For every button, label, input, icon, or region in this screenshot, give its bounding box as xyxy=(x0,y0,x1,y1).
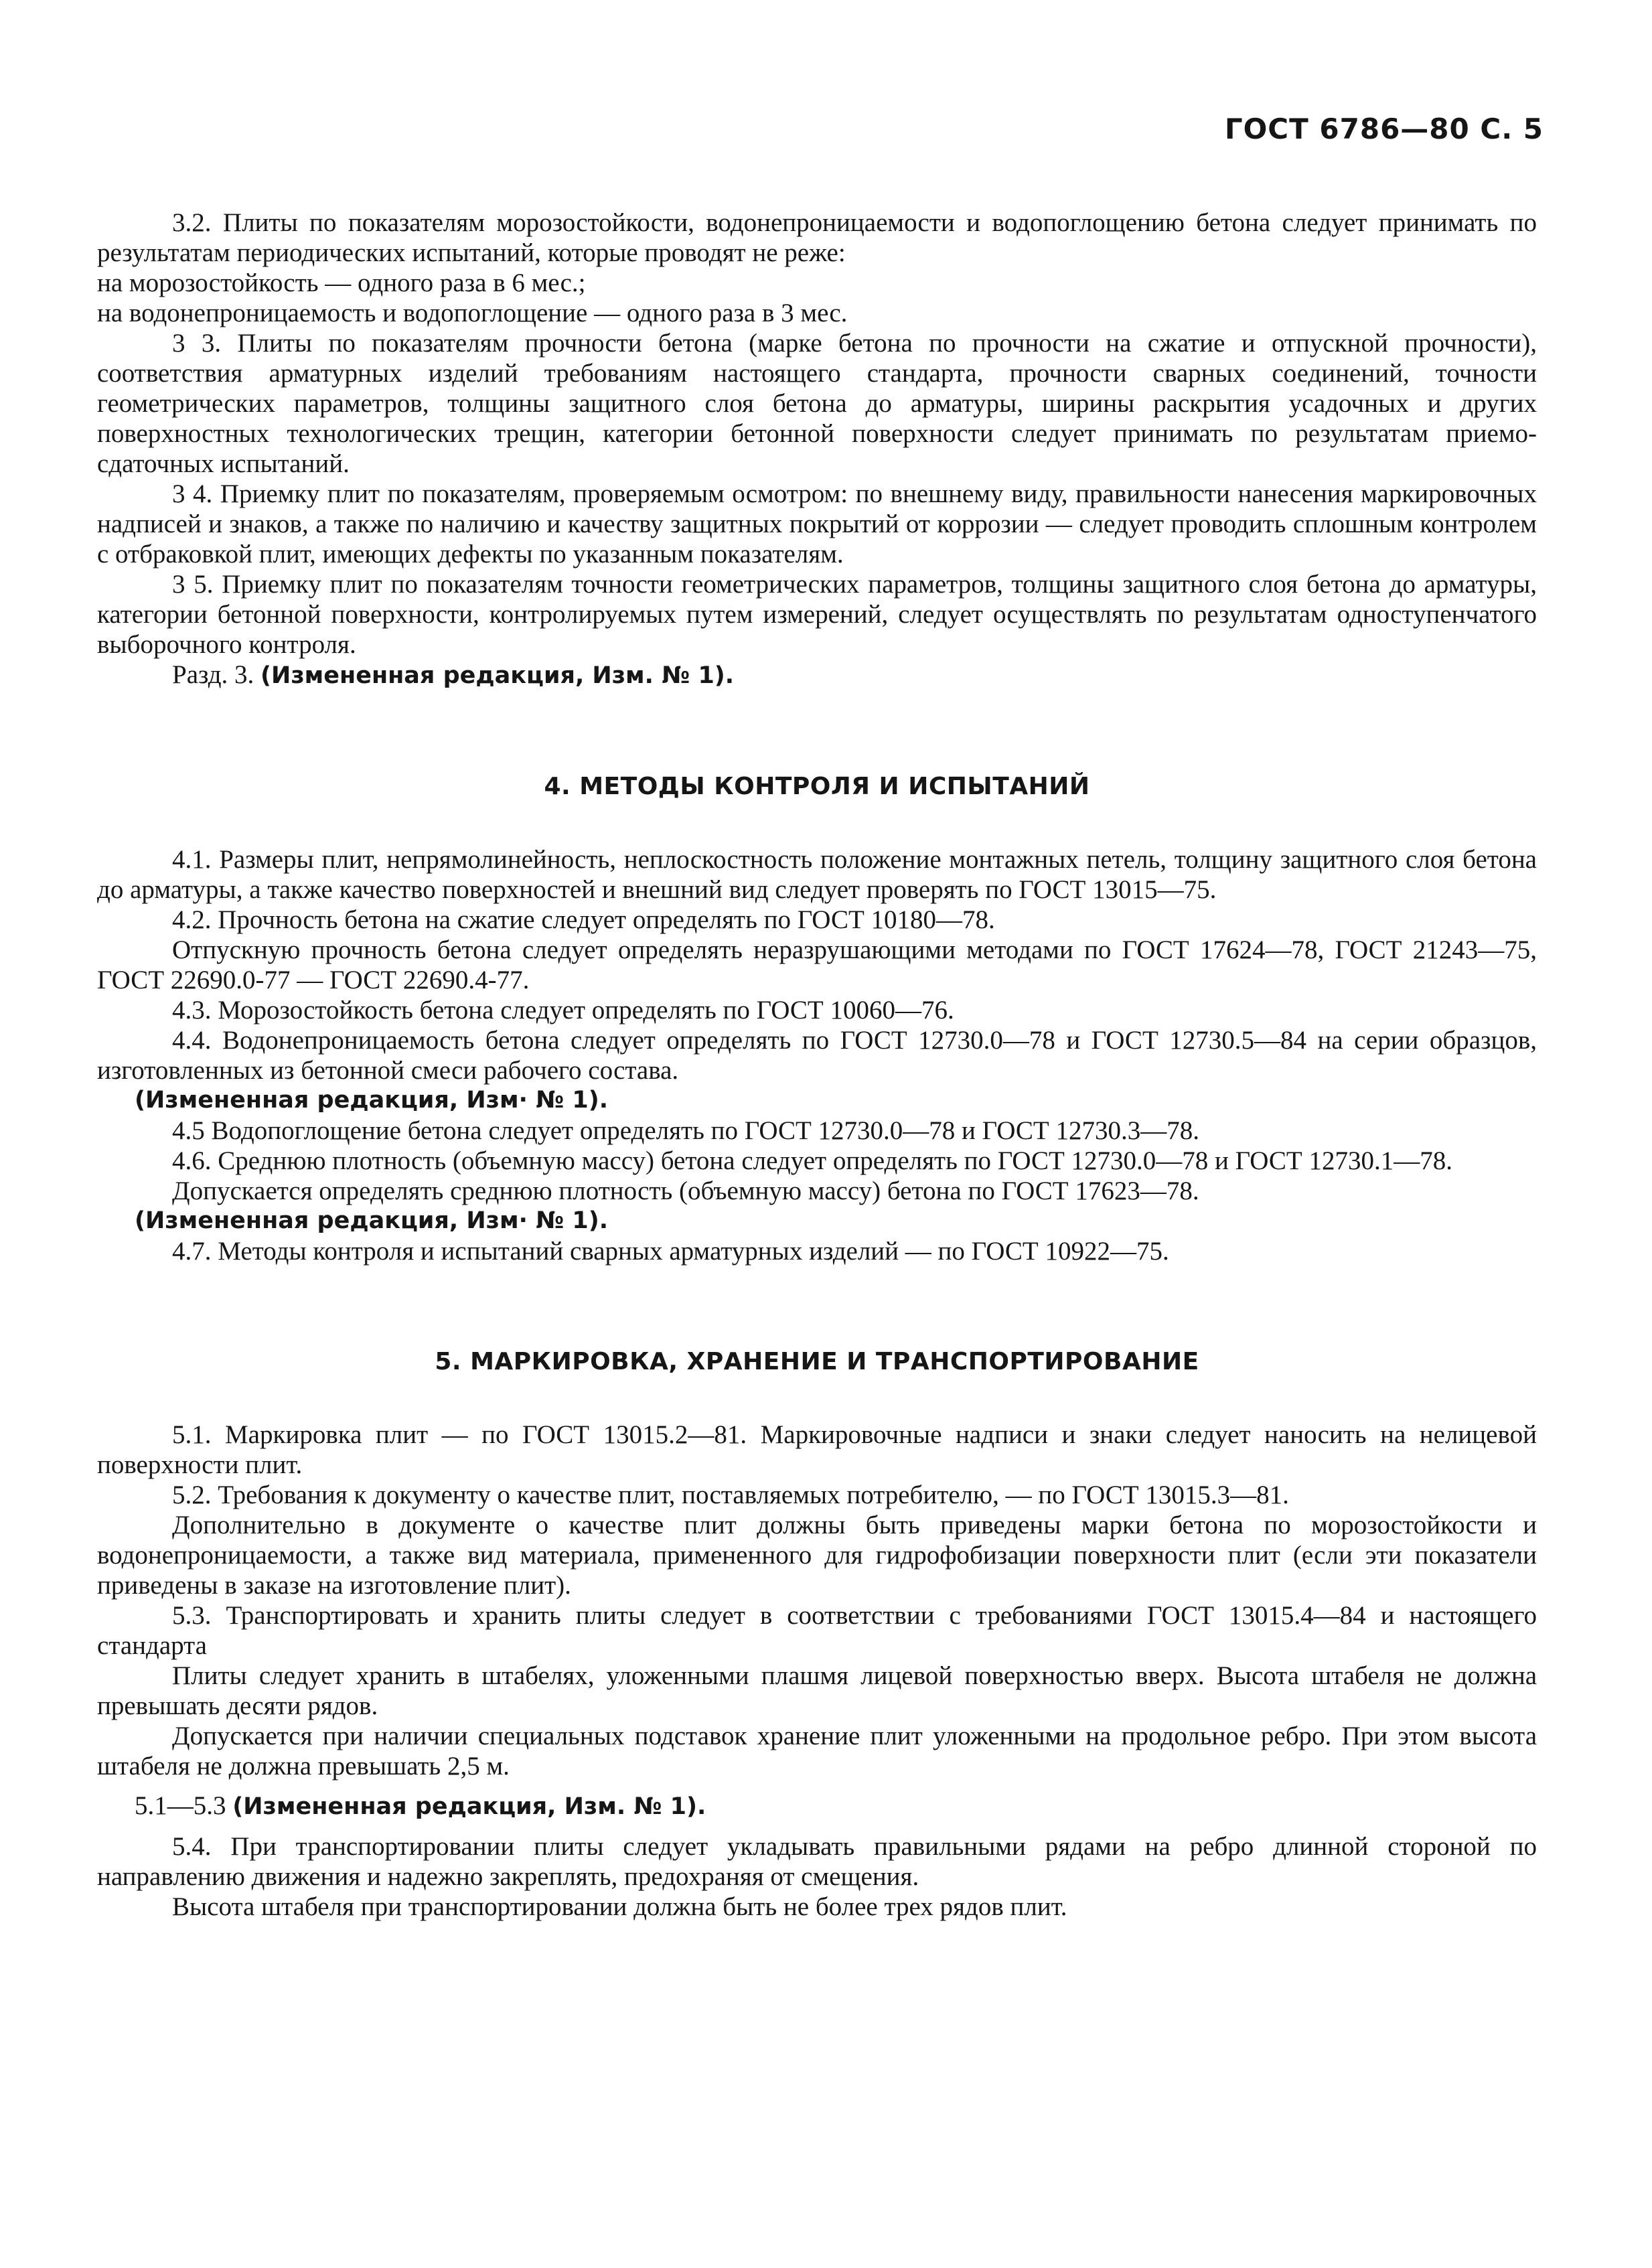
paragraph-5-2-extra: Дополнительно в документе о качестве плит должны быть приведены марки бетона по морозостойкости и водонепроницаемости, а также вид материала, примененного для гидрофобизации поверхности плит (если эти показатели приведены в заказе на изготовление плит). xyxy=(97,1511,1537,1600)
amendment-prefix: 5.1—5.3 xyxy=(135,1791,233,1820)
paragraph-4-5: 4.5 Водопоглощение бетона следует определять по ГОСТ 12730.0—78 и ГОСТ 12730.3—78. xyxy=(172,1116,1199,1145)
paragraph-5-4: 5.4. При транспортировании плиты следует укладывать правильными рядами на ребро длинной стороной по направлению движения и надежно закреплять, предохраняя от смещения. xyxy=(97,1832,1537,1891)
paragraph-5-3-allowed: Допускается при наличии специальных подставок хранение плит уложенными на продольное ребро. При этом высота штабеля не должна превышать 2,5 м. xyxy=(97,1722,1537,1781)
amendment-section-5 xyxy=(97,1791,1537,1822)
amendment-prefix: Разд. 3. xyxy=(172,660,261,689)
paragraph-5-4-height: Высота штабеля при транспортировании должна быть не более трех рядов плит. xyxy=(172,1892,1067,1921)
amendment-section-3 xyxy=(97,660,1537,691)
paragraph-3-3: 3 3. Плиты по показателям прочности бетона (марке бетона по прочности на сжатие и отпускной прочности), соответствия арматурных изделий требованиям настоящего стандарта, прочности сварных соединений, точности геометрических параметров, толщины защитного слоя бетона до арматуры, ширины раскрытия усадочных и других поверхностных технологических трещин, категории бетонной поверхности следует принимать по результатам приемо-сдаточных испытаний. xyxy=(97,329,1537,478)
paragraph-5-2: 5.2. Требования к документу о качестве плит, поставляемых потребителю, — по ГОСТ 13015.3—81. xyxy=(172,1481,1289,1509)
paragraph-3-2-water: на водонепроницаемость и водопоглощение — одного раза в 3 мес. xyxy=(97,299,848,327)
paragraph-5-3: 5.3. Транспортировать и хранить плиты следует в соответствии с требованиями ГОСТ 13015.4—84 и настоящего стандарта xyxy=(97,1601,1537,1660)
section-5-heading: 5. МАРКИРОВКА, ХРАНЕНИЕ И ТРАНСПОРТИРОВАНИЕ xyxy=(435,1348,1199,1375)
paragraph-4-6-allowed: Допускается определять среднюю плотность (объемную массу) бетона по ГОСТ 17623—78. xyxy=(172,1177,1199,1205)
paragraph-5-1: 5.1. Маркировка плит — по ГОСТ 13015.2—81. Маркировочные надписи и знаки следует наносить на нелицевой поверхности плит. xyxy=(97,1420,1537,1479)
paragraph-3-4: 3 4. Приемку плит по показателям, проверяемым осмотром: по внешнему виду, правильности нанесения маркировочных надписей и знаков, а также по наличию и качеству защитных покрытий от коррозии — следует проводить сплошным контролем с отбраковкой плит, имеющих дефекты по указанным показателям. xyxy=(97,479,1537,569)
paragraph-4-7: 4.7. Методы контроля и испытаний сварных арматурных изделий — по ГОСТ 10922—75. xyxy=(172,1237,1169,1266)
paragraph-4-2-release: Отпускную прочность бетона следует определять неразрушающими методами по ГОСТ 17624—78, ГОСТ 21243—75, ГОСТ 22690.0-77 — ГОСТ 22690.4-77. xyxy=(97,935,1537,994)
paragraph-4-3: 4.3. Морозостойкость бетона следует определять по ГОСТ 10060—76. xyxy=(172,996,954,1025)
section-4-heading: 4. МЕТОДЫ КОНТРОЛЯ И ИСПЫТАНИЙ xyxy=(544,773,1090,800)
paragraph-3-5: 3 5. Приемку плит по показателям точности геометрических параметров, толщины защитного слоя бетона до арматуры, категории бетонной поверхности, контролируемых путем измерений, следует осуществлять по результатам одноступенчатого выборочного контроля. xyxy=(97,570,1537,659)
paragraph-4-6: 4.6. Среднюю плотность (объемную массу) бетона следует определять по ГОСТ 12730.0—78 и ГОСТ 12730.1—78. xyxy=(172,1146,1452,1175)
paragraph-3-2-frost: на морозостойкость — одного раза в 6 мес.; xyxy=(97,269,586,297)
amendment-note: (Измененная редакция, Изм. № 1). xyxy=(232,1793,706,1820)
amendment-4-6: (Измененная редакция, Изм· № 1). xyxy=(135,1207,609,1234)
paragraph-4-4: 4.4. Водонепроницаемость бетона следует определять по ГОСТ 12730.0—78 и ГОСТ 12730.5—84 на серии образцов, изготовленных из бетонной смеси рабочего состава. xyxy=(97,1026,1537,1085)
amendment-4-4: (Измененная редакция, Изм· № 1). xyxy=(135,1087,609,1114)
document-body xyxy=(97,208,1537,1922)
paragraph-4-1: 4.1. Размеры плит, непрямолинейность, неплоскостность положение монтажных петель, толщину защитного слоя бетона до арматуры, а также качество поверхностей и внешний вид следует проверять по ГОСТ 13015—75. xyxy=(97,845,1537,904)
paragraph-5-3-storage: Плиты следует хранить в штабелях, уложенными плашмя лицевой поверхностью вверх. Высота штабеля не должна превышать десяти рядов. xyxy=(97,1661,1537,1720)
page-header: ГОСТ 6786—80 С. 5 xyxy=(1224,112,1544,145)
paragraph-4-2: 4.2. Прочность бетона на сжатие следует определять по ГОСТ 10180—78. xyxy=(172,905,995,934)
paragraph-3-2: 3.2. Плиты по показателям морозостойкости, водонепроницаемости и водопоглощению бетона следует принимать по результатам периодических испытаний, которые проводят не реже: xyxy=(97,208,1537,267)
amendment-note: (Измененная редакция, Изм. № 1). xyxy=(260,662,735,689)
